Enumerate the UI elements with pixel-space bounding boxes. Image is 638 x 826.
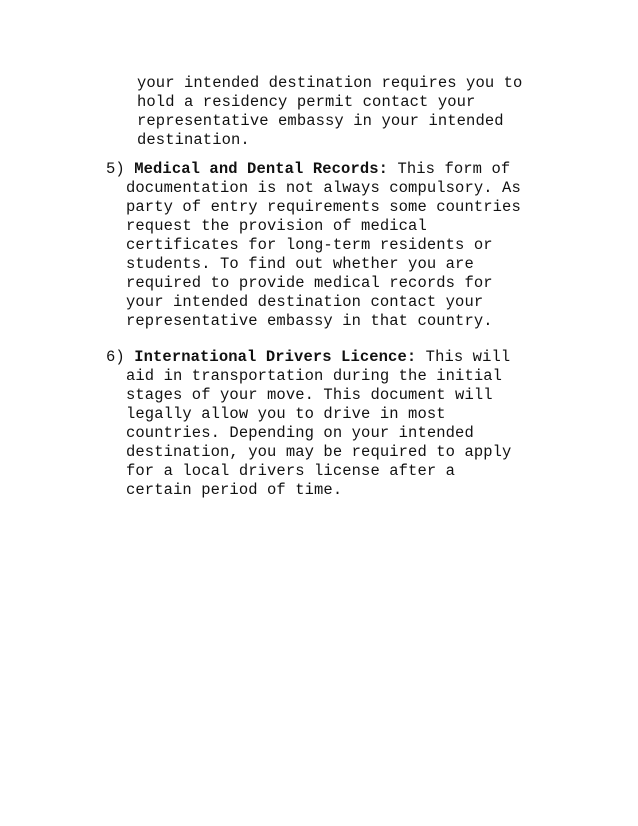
item-6-number: 6) [106,348,125,366]
item-6-first-line-rest: This will [416,348,511,366]
item-5-line-8: representative embassy in that country. [126,312,493,330]
item-6-line-3: legally allow you to drive in most [126,405,446,423]
item-6-line-6: for a local drivers license after a [126,462,456,480]
item-5-heading-line [106,160,510,179]
item-6-heading-line [106,348,510,367]
item-6-title: International Drivers Licence: [134,348,417,366]
item-6-line-5: destination, you may be required to apply [126,443,512,461]
continuation-line-3: representative embassy in your intended [137,112,504,130]
item-5-first-line-rest: This form of [388,160,511,178]
item-5-line-3: request the provision of medical [126,217,427,235]
item-5-line-2: party of entry requirements some countries [126,198,521,216]
item-6-line-2: stages of your move. This document will [126,386,493,404]
item-6-line-7: certain period of time. [126,481,343,499]
item-5-line-6: required to provide medical records for [126,274,493,292]
continuation-line-2: hold a residency permit contact your [137,93,476,111]
item-5-line-4: certificates for long-term residents or [126,236,493,254]
continuation-line-1: your intended destination requires you to [137,74,523,92]
item-5-number: 5) [106,160,125,178]
item-6-line-1: aid in transportation during the initial [126,367,503,385]
item-5-line-1: documentation is not always compulsory. As [126,179,521,197]
item-5-title: Medical and Dental Records: [134,160,389,178]
item-6-line-4: countries. Depending on your intended [126,424,474,442]
continuation-line-4: destination. [137,131,250,149]
item-5-line-7: your intended destination contact your [126,293,484,311]
item-5-line-5: students. To find out whether you are [126,255,474,273]
